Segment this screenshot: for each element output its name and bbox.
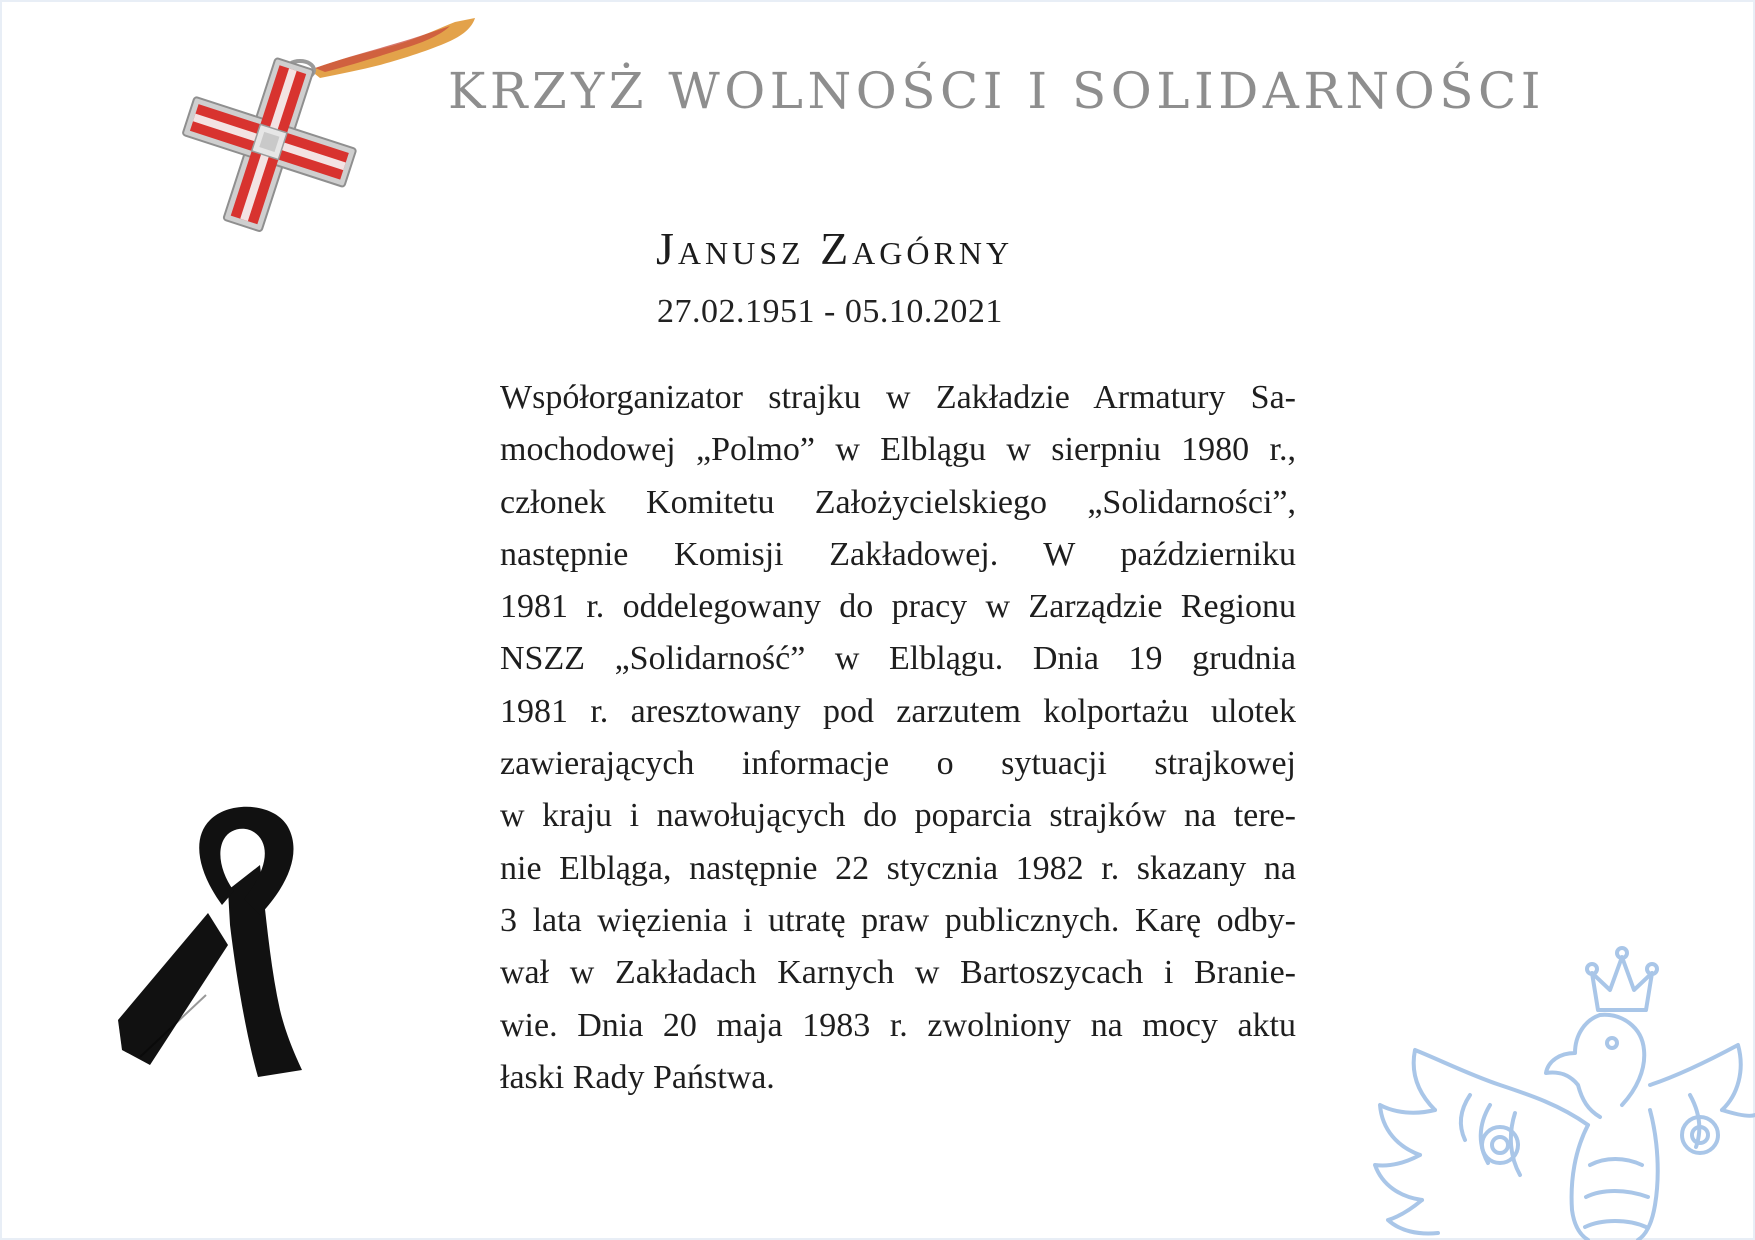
biography-line: łaski Rady Państwa. — [500, 1058, 775, 1096]
biography-line: 3 lata więzienia i utratę praw publicznych. Karę odby- — [500, 901, 1296, 939]
biography-line: w kraju i nawołujących do poparcia strajków na tere- — [500, 797, 1296, 835]
biography-line: mochodowej „Polmo” w Elblągu w sierpniu 1980 r., — [500, 431, 1296, 469]
biography-line: Współorganizator strajku w Zakładzie Armatury Sa- — [500, 379, 1296, 416]
biography-line: 1981 r. oddelegowany do pracy w Zarządzie Regionu — [500, 588, 1296, 626]
biography-line: członek Komitetu Założycielskiego „Solidarności”, — [500, 483, 1296, 521]
biography-text — [500, 372, 1296, 1104]
cross-medal-icon — [150, 10, 490, 240]
biography-line: wie. Dnia 20 maja 1983 r. zwolniony na mocy aktu — [500, 1006, 1296, 1044]
person-life-dates: 27.02.1951 - 05.10.2021 — [657, 293, 1003, 330]
biography-line: zawierających informacje o sytuacji strajkowej — [500, 745, 1296, 783]
mourning-ribbon-icon — [110, 795, 350, 1085]
polish-eagle-emblem-icon — [1360, 935, 1755, 1240]
biography-line: nie Elbląga, następnie 22 stycznia 1982 r. skazany na — [500, 849, 1296, 887]
biography-line: następnie Komisji Zakładowej. W październiku — [500, 535, 1296, 573]
biography-line: 1981 r. aresztowany pod zarzutem kolportażu ulotek — [500, 692, 1296, 730]
page-header-title: KRZYŻ WOLNOŚCI I SOLIDARNOŚCI — [448, 62, 1546, 120]
person-name: Janusz Zagórny — [656, 223, 1014, 274]
biography-line: wał w Zakładach Karnych w Bartoszycach i Branie- — [500, 954, 1296, 992]
biography-line: NSZZ „Solidarność” w Elblągu. Dnia 19 grudnia — [500, 640, 1296, 678]
